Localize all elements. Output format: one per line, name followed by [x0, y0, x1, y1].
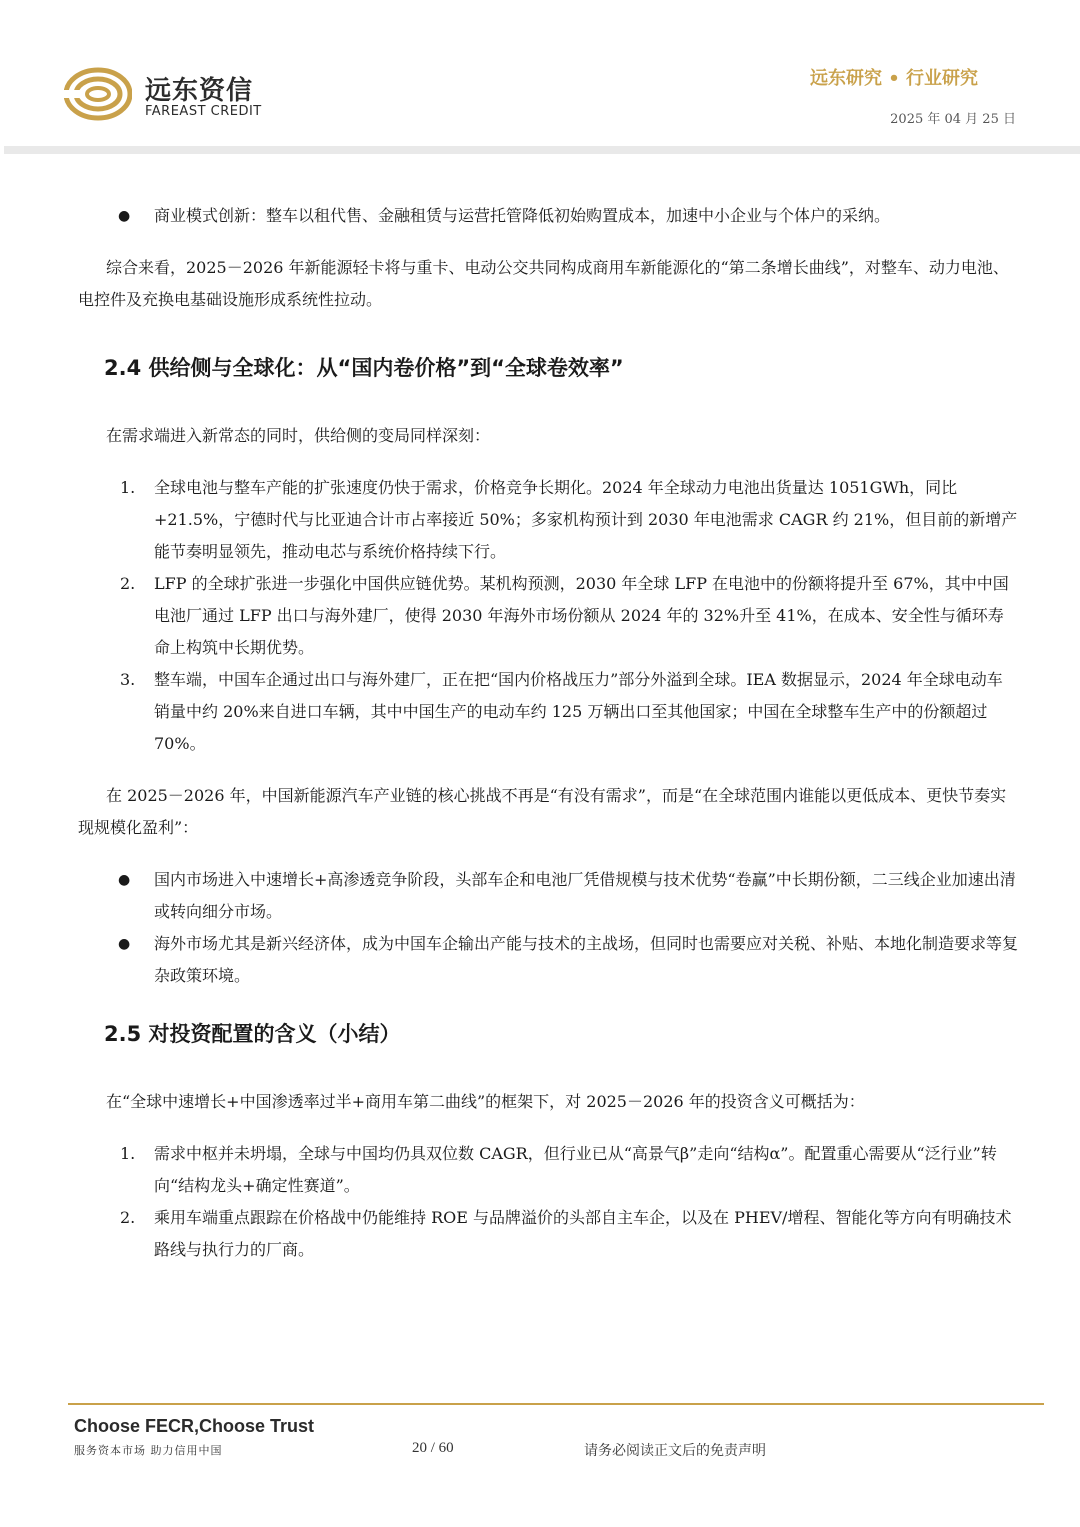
header-date: 2025 年 04 月 25 日 [890, 112, 1016, 127]
list-item-text: 全球电池与整车产能的扩张速度仍快于需求，价格竞争长期化。2024 年全球动力电池出货量达 1051GWh，同比+21.5%，宁德时代与比亚迪合计市占率接近 50%；多家机构预计到 2030 年电池需求 CAGR 约 21%，但目前的新增产能节奏明显领先，推动电芯与系统价格持续下行。 [154, 478, 1018, 561]
list-item-text: 国内市场进入中速增长+高渗透竞争阶段，头部车企和电池厂凭借规模与技术优势“卷赢”中长期份额，二三线企业加速出清或转向细分市场。 [154, 870, 1016, 921]
list-item-text: 商业模式创新：整车以租代售、金融租赁与运营托管降低初始购置成本，加速中小企业与个体户的采纳。 [154, 206, 891, 225]
logo-chinese-name: 远东资信 [145, 76, 254, 106]
list-item [78, 1202, 1018, 1266]
section-2-4-numbered-list [78, 472, 1018, 760]
list-item [78, 864, 1018, 928]
list-number: 1. [120, 1144, 136, 1163]
page-header [0, 0, 1080, 150]
list-item [78, 200, 1018, 232]
list-number: 3. [120, 670, 136, 689]
summary-paragraph: 综合来看，2025－2026 年新能源轻卡将与重卡、电动公交共同构成商用车新能源化的“第二条增长曲线”，对整车、动力电池、电控件及充换电基础设施形成系统性拉动。 [78, 258, 1009, 309]
footer-divider [68, 1403, 1044, 1405]
list-number: 2. [120, 1208, 136, 1227]
bullet-marker: ● [118, 208, 131, 224]
bullet-marker: ● [118, 936, 131, 952]
list-number: 1. [120, 478, 136, 497]
section-2-5-numbered-list [78, 1138, 1018, 1266]
list-item-text: 乘用车端重点跟踪在价格战中仍能维持 ROE 与品牌溢价的头部自主车企，以及在 PHEV/增程、智能化等方向有明确技术路线与执行力的厂商。 [154, 1208, 1012, 1259]
footer-subline: 服务资本市场 助力信用中国 [74, 1444, 223, 1457]
logo-english-name: FAREAST CREDIT [145, 104, 262, 119]
list-item-text: 整车端，中国车企通过出口与海外建厂，正在把“国内价格战压力”部分外溢到全球。IEA 数据显示，2024 年全球电动车销量中约 20%来自进口车辆，其中中国生产的电动车约 125 万辆出口至其他国家；中国在全球整车生产中的份额超过 70%。 [154, 670, 1003, 753]
list-item [78, 1138, 1018, 1202]
fareast-logo-icon [64, 66, 132, 122]
challenge-paragraph: 在 2025－2026 年，中国新能源汽车产业链的核心挑战不再是“有没有需求”，而是“在全球范围内谁能以更低成本、更快节奏实现规模化盈利”： [78, 786, 1007, 837]
header-section-title: 远东研究 • 行业研究 [809, 68, 978, 89]
list-item [78, 928, 1018, 992]
document-body [78, 200, 1018, 1266]
page-number: 20 / 60 [412, 1440, 454, 1456]
top-bullet-list [78, 200, 1018, 232]
section-heading-2-5: 2.5 对投资配置的含义（小结） [104, 1022, 401, 1046]
list-item [78, 472, 1018, 568]
list-item-text: 海外市场尤其是新兴经济体，成为中国车企输出产能与技术的主战场，但同时也需要应对关税、补贴、本地化制造要求等复杂政策环境。 [154, 934, 1019, 985]
list-number: 2. [120, 574, 136, 593]
header-divider [4, 146, 1080, 154]
list-item [78, 664, 1018, 760]
list-item-text: LFP 的全球扩张进一步强化中国供应链优势。某机构预测，2030 年全球 LFP 在电池中的份额将提升至 67%，其中中国电池厂通过 LFP 出口与海外建厂，使得 2030 年海外市场份额从 2024 年的 32%升至 41%，在成本、安全性与循环寿命上构筑中长期优势。 [154, 574, 1009, 657]
section-2-5-intro: 在“全球中速增长+中国渗透率过半+商用车第二曲线”的框架下，对 2025－2026 年的投资含义可概括为： [106, 1092, 865, 1111]
list-item-text: 需求中枢并未坍塌，全球与中国均仍具双位数 CAGR，但行业已从“高景气β”走向“结构α”。配置重心需要从“泛行业”转向“结构龙头+确定性赛道”。 [154, 1144, 997, 1195]
footer-disclaimer: 请务必阅读正文后的免责声明 [584, 1443, 766, 1459]
section-2-4-intro: 在需求端进入新常态的同时，供给侧的变局同样深刻： [106, 426, 491, 445]
bullet-marker: ● [118, 872, 131, 888]
footer-slogan: Choose FECR,Choose Trust [74, 1416, 315, 1436]
section-2-4-bullet-list [78, 864, 1018, 992]
list-item [78, 568, 1018, 664]
section-heading-2-4: 2.4 供给侧与全球化：从“国内卷价格”到“全球卷效率” [104, 356, 624, 380]
